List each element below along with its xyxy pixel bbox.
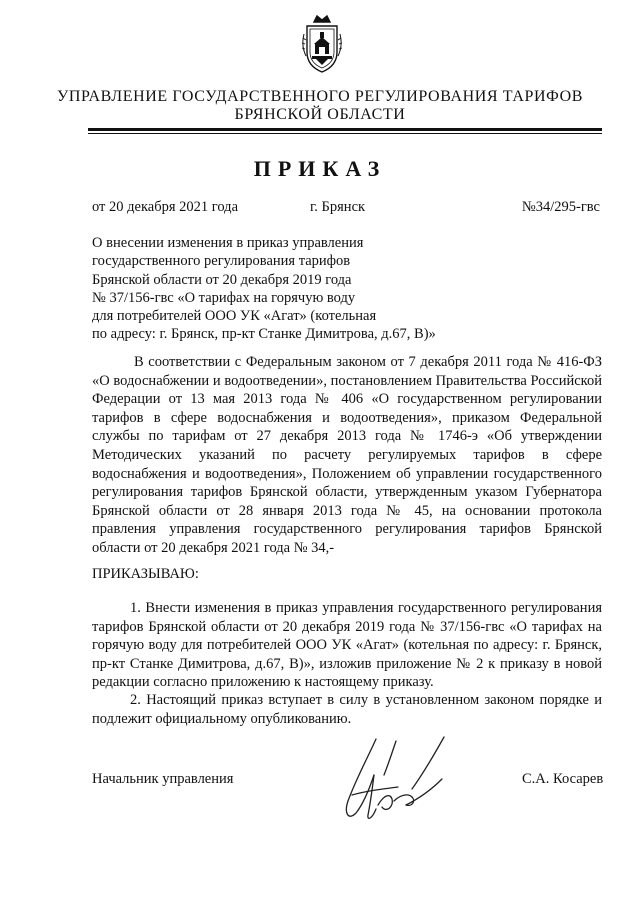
- document-subject: [92, 234, 512, 344]
- signatory-role: Начальник управления: [92, 771, 234, 787]
- header-divider-thick: [88, 128, 602, 131]
- coat-of-arms-icon: [298, 12, 346, 76]
- document-date: от 20 декабря 2021 года: [92, 199, 238, 215]
- document-title: ПРИКАЗ: [253, 156, 387, 181]
- signatory-name: С.А. Косарев: [522, 771, 604, 787]
- organization-name-line2: БРЯНСКОЙ ОБЛАСТИ: [234, 106, 406, 123]
- subject-line: Брянской области от 20 декабря 2019 года: [92, 271, 352, 288]
- organization-name-line1: УПРАВЛЕНИЕ ГОСУДАРСТВЕННОГО РЕГУЛИРОВАНИЯ ТАРИФОВ: [56, 88, 584, 105]
- subject-line: государственного регулирования тарифов: [92, 253, 351, 270]
- document-number: №34/295-гвс: [521, 199, 600, 215]
- header-divider-thin: [88, 133, 602, 134]
- order-item-1: 1. Внести изменения в приказ управления государственного регулирования тарифов Брянской области от 20 декабря 2019 года № 37/156-гвс «О тарифах на горячую воду для потребителей ООО УК «Агат» (котельная по адресу: г. Брянск, пр-кт Станке Димитрова, д.67, В)», изложив приложение № 2 к приказу в новой редакции согласно приложению к настоящему приказу.: [92, 600, 602, 691]
- subject-line: № 37/156-гвс «О тарифах на горячую воду: [92, 289, 356, 306]
- handwritten-signature: [338, 735, 450, 830]
- order-item-2: 2. Настоящий приказ вступает в силу в установленном законом порядке и подлежит официальному опубликованию.: [92, 692, 602, 727]
- order-word: ПРИКАЗЫВАЮ:: [92, 566, 199, 582]
- document-city: г. Брянск: [310, 199, 366, 215]
- subject-line: для потребителей ООО УК «Агат» (котельная: [92, 308, 377, 325]
- preamble-paragraph: В соответствии с Федеральным законом от 7 декабря 2011 года № 416-ФЗ «О водоснабжении и водоотведении», постановлением Правительства Российской Федерации от 13 мая 2013 года № 406 «О государственном регулировании тарифов в сфере водоснабжения и водоотведения», приказом Федеральной службы по тарифам от 27 декабря 2013 года № 1746-э «Об утверждении Методических указаний по расчету регулируемых тарифов в сфере водоснабжения и водоотведения», Положением об управлении государственного регулирования тарифов Брянской области, утвержденным указом Губернатора Брянской области от 28 января 2013 года № 45, на основании протокола правления управления государственного регулирования тарифов Брянской области от 20 декабря 2021 года № 34,-: [92, 354, 602, 556]
- subject-line: по адресу: г. Брянск, пр-кт Станке Димитрова, д.67, В)»: [92, 326, 436, 343]
- subject-line: О внесении изменения в приказ управления: [92, 235, 364, 251]
